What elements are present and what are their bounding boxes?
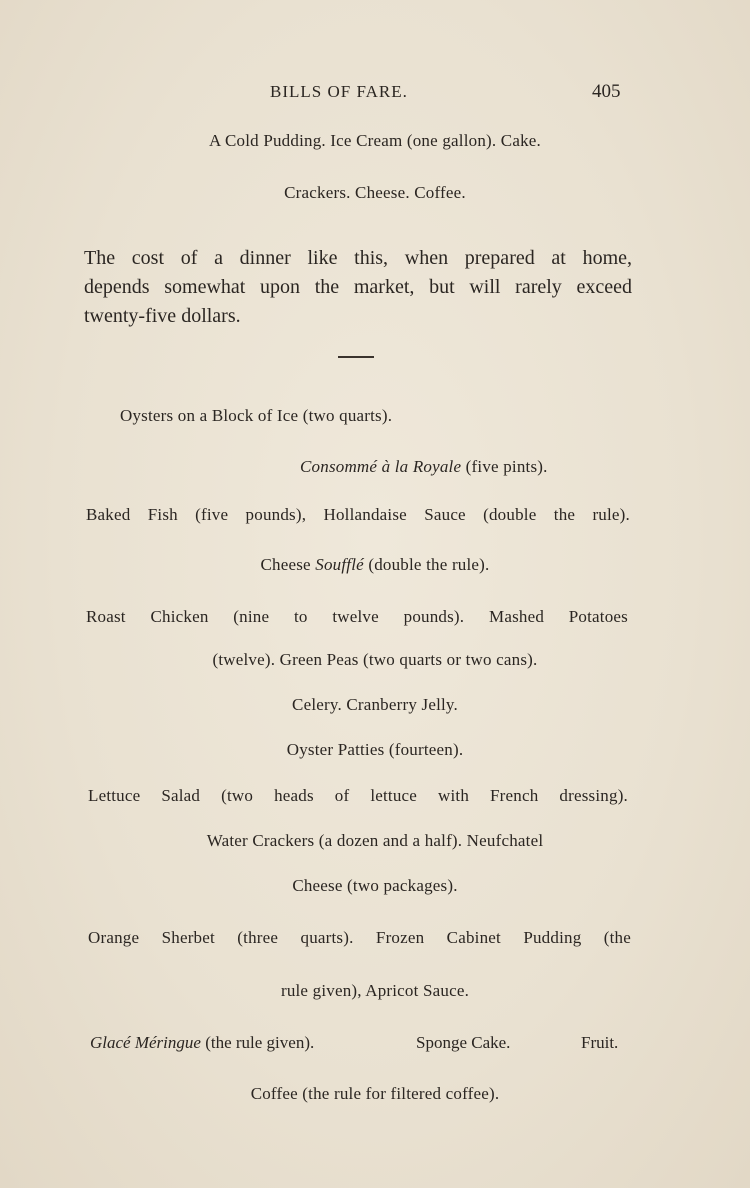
menu-line-sherbet: Orange Sherbet (three quarts). Frozen Cabinet Pudding (the bbox=[88, 928, 631, 947]
menu-line-crackers: Crackers. Cheese. Coffee. bbox=[284, 183, 466, 202]
menu-line-consomme bbox=[300, 457, 548, 477]
menu-item-sponge-cake: Sponge Cake. bbox=[416, 1033, 511, 1052]
consomme-italic: Consommé à la Royale bbox=[300, 457, 462, 476]
paragraph-line: depends somewhat upon the market, but will rarely exceed bbox=[84, 276, 632, 298]
page-header bbox=[0, 80, 750, 110]
souffle-post: (double the rule). bbox=[363, 555, 490, 574]
menu-line-coffee: Coffee (the rule for filtered coffee). bbox=[250, 1084, 500, 1103]
menu-line-peas: (twelve). Green Peas (two quarts or two cans). bbox=[212, 650, 538, 669]
menu-line-fish: Baked Fish (five pounds), Hollandaise Sauce (double the rule). bbox=[86, 505, 630, 524]
menu-line-souffle bbox=[0, 555, 750, 575]
menu-line-glace bbox=[90, 1033, 314, 1053]
running-title: BILLS OF FARE. bbox=[270, 82, 408, 101]
page-number: 405 bbox=[592, 81, 621, 102]
section-divider bbox=[338, 356, 374, 358]
glace-rest: (the rule given). bbox=[200, 1033, 315, 1052]
menu-item-fruit: Fruit. bbox=[581, 1033, 619, 1052]
menu-line-water-crackers: Water Crackers (a dozen and a half). Neufchatel bbox=[206, 831, 544, 850]
paragraph-line: twenty-five dollars. bbox=[84, 305, 241, 327]
menu-line-apricot: rule given), Apricot Sauce. bbox=[280, 981, 470, 1000]
menu-line-cheese: Cheese (two packages). bbox=[292, 876, 458, 895]
menu-line-pudding: A Cold Pudding. Ice Cream (one gallon). Cake. bbox=[209, 131, 541, 150]
consomme-rest: (five pints). bbox=[461, 457, 548, 476]
menu-line-patties: Oyster Patties (fourteen). bbox=[286, 740, 464, 759]
souffle-italic: Soufflé bbox=[315, 555, 364, 574]
cost-paragraph bbox=[84, 244, 632, 331]
menu-line-oysters: Oysters on a Block of Ice (two quarts). bbox=[120, 406, 393, 425]
menu-line-celery: Celery. Cranberry Jelly. bbox=[292, 695, 458, 714]
souffle-pre: Cheese bbox=[260, 555, 316, 574]
menu-line-chicken: Roast Chicken (nine to twelve pounds). Mashed Potatoes bbox=[86, 607, 628, 626]
paragraph-line: The cost of a dinner like this, when prepared at home, bbox=[84, 247, 632, 269]
glace-italic: Glacé Méringue bbox=[90, 1033, 201, 1052]
menu-line-lettuce: Lettuce Salad (two heads of lettuce with French dressing). bbox=[88, 786, 628, 805]
